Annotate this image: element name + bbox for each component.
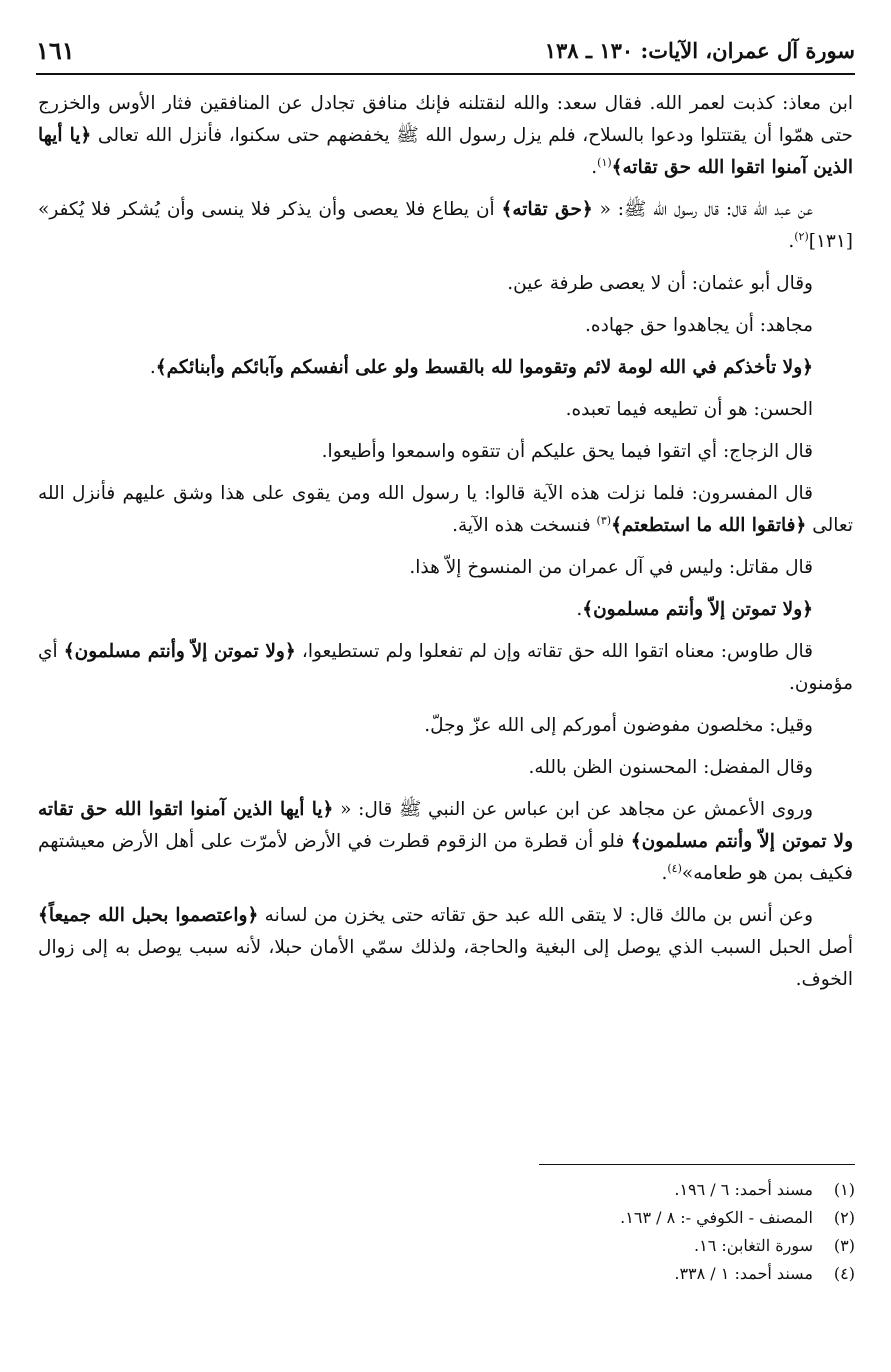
paragraph	[38, 394, 853, 426]
footnote-item	[36, 1260, 855, 1288]
paragraph	[38, 436, 853, 468]
footnote-number: (٣)	[833, 1236, 855, 1255]
paragraph	[38, 900, 853, 996]
footnote-text: المصنف - الكوفي -: ٨ / ١٦٣.	[620, 1208, 813, 1227]
text-run: .	[576, 599, 583, 620]
paragraph	[38, 310, 853, 342]
paragraph	[38, 552, 853, 584]
paragraph	[38, 710, 853, 742]
quran-quote: ﴿ولا تموتن إلاّ وأنتم مسلمون﴾	[63, 641, 296, 662]
text-run: قال الزجاج: أي اتقوا فيما يحق عليكم أن تتقوه واسمعوا وأطيعوا.	[321, 441, 813, 462]
text-run: عن عبد الله قال: قال رسول الله ﷺ: «	[592, 199, 813, 220]
text-run: أصل الحبل السبب الذي يوصل إلى البغية والحاجة، ولذلك سمّي الأمان حبلا، لأنه سبب يوصل به إلى زوال الخوف.	[38, 937, 853, 990]
paragraph	[38, 352, 853, 384]
text-run: ابن معاذ: كذبت لعمر الله. فقال سعد: والله لنقتلنه فإنك منافق تجادل عن المنافقين فثار الأوس والخزرج حتى همّوا أن يقتتلوا ودعوا بالسلاح، فلم يزل رسول الله ﷺ يخفضهم حتى سكنوا، فأنزل الله تعالى	[38, 93, 853, 146]
footnote-item	[36, 1176, 855, 1204]
footnote-marker: (٣)	[596, 513, 612, 527]
footnote-text: مسند أحمد: ٦ / ١٩٦.	[674, 1180, 813, 1199]
footnote-number: (٤)	[833, 1264, 855, 1283]
footnote-item	[36, 1232, 855, 1260]
text-run: .	[591, 157, 598, 178]
text-run: .	[661, 863, 668, 884]
paragraph	[38, 794, 853, 890]
paragraph	[38, 268, 853, 300]
page-header	[36, 30, 855, 70]
quran-quote: ﴿واعتصموا بحبل الله جميعاً﴾	[38, 905, 259, 926]
text-run: فلو أن قطرة من الزقوم قطرت في الأرض لأمرّت على أهل الأرض معيشتهم فكيف بمن هو طعامه»	[38, 831, 853, 884]
text-run: وروى الأعمش عن مجاهد عن ابن عباس عن النبي ﷺ قال: «	[333, 799, 814, 820]
text-run: وقال المفضل: المحسنون الظن بالله.	[528, 757, 813, 778]
paragraph	[38, 478, 853, 542]
text-run: قال مقاتل: وليس في آل عمران من المنسوخ إلاّ هذا.	[409, 557, 813, 578]
text-run: .	[149, 357, 156, 378]
text-run: الحسن: هو أن تطيعه فيما تعبده.	[565, 399, 813, 420]
footnote-number: (٢)	[833, 1208, 855, 1227]
footnote-item	[36, 1204, 855, 1232]
text-run: قال المفسرون: فلما نزلت هذه الآية قالوا: يا رسول الله ومن يقوى على هذا وشق عليهم فأنزل الله تعالى	[38, 483, 853, 536]
footnote-text: سورة التغابن: ١٦.	[694, 1236, 813, 1255]
quran-quote: ﴿فاتقوا الله ما استطعتم﴾	[611, 515, 807, 536]
quran-quote: ﴿حق تقاته﴾	[501, 199, 593, 220]
footnote-number: (١)	[833, 1180, 855, 1199]
text-run: وقيل: مخلصون مفوضون أموركم إلى الله عزّ وجلّ.	[424, 715, 813, 736]
text-run: وعن أنس بن مالك قال: لا يتقى الله عبد حق تقاته حتى يخزن من لسانه	[258, 905, 813, 926]
text-run: أي مؤمنون.	[38, 641, 853, 694]
page-number: ١٦١	[36, 35, 75, 65]
quran-quote: ﴿ولا تأخذكم في الله لومة لائم وتقوموا لله بالقسط ولو على أنفسكم وآبائكم وأبنائكم﴾	[155, 357, 813, 378]
paragraph	[38, 594, 853, 626]
paragraph	[38, 636, 853, 700]
quran-quote: ﴿يا أيها الذين آمنوا اتقوا الله حق تقاته﴾	[38, 125, 853, 178]
text-run: مجاهد: أن يجاهدوا حق جهاده.	[585, 315, 813, 336]
quran-quote: ﴿ولا تموتن إلاّ وأنتم مسلمون﴾	[582, 599, 813, 620]
paragraph	[38, 752, 853, 784]
paragraph	[38, 194, 853, 258]
header-rule	[36, 73, 855, 75]
text-run: قال طاوس: معناه اتقوا الله حق تقاته وإن لم تفعلوا ولم تستطيعوا،	[295, 641, 814, 662]
running-title: سورة آل عمران، الآيات: ١٣٠ ـ ١٣٨	[544, 37, 855, 63]
footnote-marker: (٢)	[794, 229, 809, 243]
footnote-marker: (٤)	[667, 861, 682, 875]
main-text	[38, 88, 853, 1006]
footnote-separator	[539, 1164, 855, 1165]
footnotes	[36, 1176, 855, 1288]
text-run: .	[788, 231, 795, 252]
text-run: وقال أبو عثمان: أن لا يعصى طرفة عين.	[507, 273, 813, 294]
footnote-text: مسند أحمد: ١ / ٣٣٨.	[674, 1264, 813, 1283]
paragraph	[38, 88, 853, 184]
quran-quote: ﴿يا أيها الذين آمنوا اتقوا الله حق تقاته ولا تموتن إلاّ وأنتم مسلمون﴾	[38, 799, 853, 852]
footnote-marker: (١)	[597, 155, 612, 169]
text-run: أن يطاع فلا يعصى وأن يذكر فلا ينسى وأن يُشكر فلا يُكفر» [١٣١]	[38, 199, 853, 252]
text-run: فنسخت هذه الآية.	[452, 515, 597, 536]
